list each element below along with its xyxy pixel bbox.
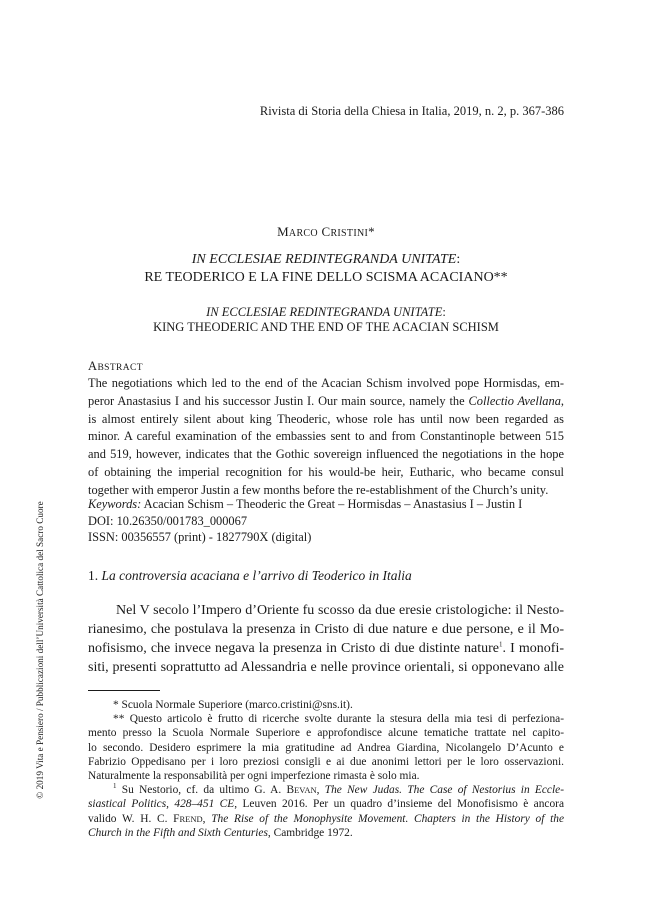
footnote-star: * Scuola Normale Superiore (marco.cristini@sns.it). <box>113 699 353 711</box>
footnote-1-text: Su Nestorio, cf. da ultimo G. A. <box>116 784 287 797</box>
footnote-1-text: , <box>202 812 212 825</box>
footnote-1-line <box>88 797 564 811</box>
footnote-double-line: Fabrizio Oppedisano per i loro preziosi consigli e ai due anonimi lettori per le loro osservazioni. <box>88 755 564 768</box>
author-first-initial: M <box>277 224 289 239</box>
title-italian-colon: : <box>456 252 461 267</box>
footnote-1-line <box>88 783 564 797</box>
body-line: Nel V secolo l’Impero d’Oriente fu scosso da due eresie cristologiche: il Nesto- <box>116 603 564 618</box>
footnote-1-text: , <box>316 784 325 797</box>
body-line: rianesimo, che postulava la presenza in Cristo di due nature e due persone, e il Mo- <box>88 622 564 637</box>
title-italian-latin: IN ECCLESIAE REDINTEGRANDA UNITATE <box>191 252 457 267</box>
abstract-line: of obtaining the imperial recognition for his would-be heir, Eutharic, who became consul <box>88 464 564 479</box>
abstract-line: and 519, however, indicates that the Gothic sovereign influenced the negotiations in the hope <box>88 447 564 462</box>
abstract-heading-rest: BSTRACT <box>97 363 143 373</box>
author-name <box>88 224 564 240</box>
journal-citation: Rivista di Storia della Chiesa in Italia, 2019, n. 2, p. 367-386 <box>259 104 564 118</box>
abstract-line: together with emperor Justin a few months before the re-establishment of the Church’s unity. <box>88 482 549 497</box>
footnote-1-title: The New Judas. The Case of Nestorius in Eccle- <box>324 784 564 797</box>
title-english-line1 <box>88 305 564 320</box>
abstract-line-tail: , <box>560 393 565 408</box>
title-english-latin: IN ECCLESIAE REDINTEGRANDA UNITATE <box>206 305 443 319</box>
footnotes <box>88 698 564 840</box>
footnote-ref-1: 1 <box>499 640 503 649</box>
footnote-1-line <box>88 812 564 826</box>
body-line-tail: . I monofi- <box>502 641 564 656</box>
footnote-rule <box>88 690 160 691</box>
doi-line: DOI: 10.26350/001783_000067 <box>88 513 248 528</box>
title-italian-line1 <box>88 252 564 268</box>
abstract-italic-source: Collectio Avellana <box>468 393 561 408</box>
keywords-label: Keywords: <box>88 497 142 511</box>
footnote-1-line <box>88 826 564 840</box>
body-line-text: nofisismo, che invece negava la presenza in Cristo di due distinte nature <box>88 641 500 656</box>
section-number: 1. <box>88 568 102 583</box>
body-line: siti, presenti soprattutto ad Alessandria e nelle province orientali, si opponevano alle <box>88 660 564 675</box>
footnote-double-line: lo secondo. Desidero esprimere la mia gratitudine ad Andrea Giardina, Nicolangelo D’Acunto e <box>88 741 564 754</box>
footnote-double-line: mento presso la Scuola Normale Superiore e approfondisce alcune tematiche trattate nel capito- <box>88 727 564 740</box>
footnote-1-title: The Rise of the Monophysite Movement. Chapters in the History of the <box>211 812 565 825</box>
abstract-heading-initial: A <box>88 359 98 373</box>
footnote-1-author-initial: B <box>286 784 295 797</box>
footnote-1-author-initial: F <box>173 812 180 825</box>
footnote-double-line: ** Questo articolo è frutto di ricerche svolte durante la stesura della mia tesi di perfeziona- <box>113 713 564 726</box>
section-heading <box>88 568 412 584</box>
body-line <box>88 639 564 658</box>
abstract-line: minor. A careful examination of the embassies sent to and from Constantinople between 515 <box>88 429 564 444</box>
abstract-line: is almost entirely silent about king Theoderic, whose role has until now been regarded as <box>88 411 564 426</box>
abstract-line-text: peror Anastasius I and his successor Justin I. Our main source, namely the <box>88 393 469 408</box>
side-copyright: © 2019 Vita e Pensiero / Pubblicazioni dell’Università Cattolica del Sacro Cuore <box>35 501 45 799</box>
issn-line: ISSN: 00356557 (print) - 1827790X (digital) <box>88 530 312 544</box>
section-title: La controversia acaciana e l’arrivo di Teoderico in Italia <box>101 568 412 583</box>
author-last-rest: RISTINI <box>330 228 369 239</box>
abstract-line: The negotiations which led to the end of the Acacian Schism involved pope Hormisdas, em- <box>88 376 564 390</box>
title-english-line2: KING THEODERIC AND THE END OF THE ACACIAN SCHISM <box>153 320 499 334</box>
author-footnote-mark: * <box>368 224 375 239</box>
footnote-1-number: 1 <box>113 782 117 791</box>
abstract-text <box>88 375 564 500</box>
article-metadata <box>88 496 522 546</box>
footnote-1-text: , Cambridge 1972. <box>267 826 353 839</box>
keywords-text: Acacian Schism – Theoderic the Great – Hormisdas – Anastasius I – Justin I <box>141 497 523 511</box>
footnote-1-author-rest: REND <box>179 813 203 824</box>
author-last-initial: C <box>321 224 331 239</box>
footnote-1-text: valido W. H. C. <box>88 812 174 825</box>
author-first-rest: ARCO <box>288 228 318 239</box>
footnote-1-author-rest: EVAN <box>294 785 317 796</box>
footnote-1-title: Church in the Fifth and Sixth Centuries <box>88 826 268 839</box>
abstract-heading <box>88 359 143 374</box>
title-english-colon: : <box>442 305 446 319</box>
footnote-double-line: Naturalmente la responsabilità per ogni imperfezione rimasta è solo mia. <box>88 770 420 783</box>
abstract-line <box>88 393 564 411</box>
footnote-1-title: siastical Politics, 428–451 CE <box>88 798 235 811</box>
footnote-1-text: , Leuven 2016. Per un quadro d’insieme del Monofisismo è ancora <box>234 798 565 811</box>
keywords-line <box>88 496 522 513</box>
body-text <box>88 601 564 677</box>
title-italian-line2: RE TEODERICO E LA FINE DELLO SCISMA ACACIANO** <box>144 270 508 285</box>
